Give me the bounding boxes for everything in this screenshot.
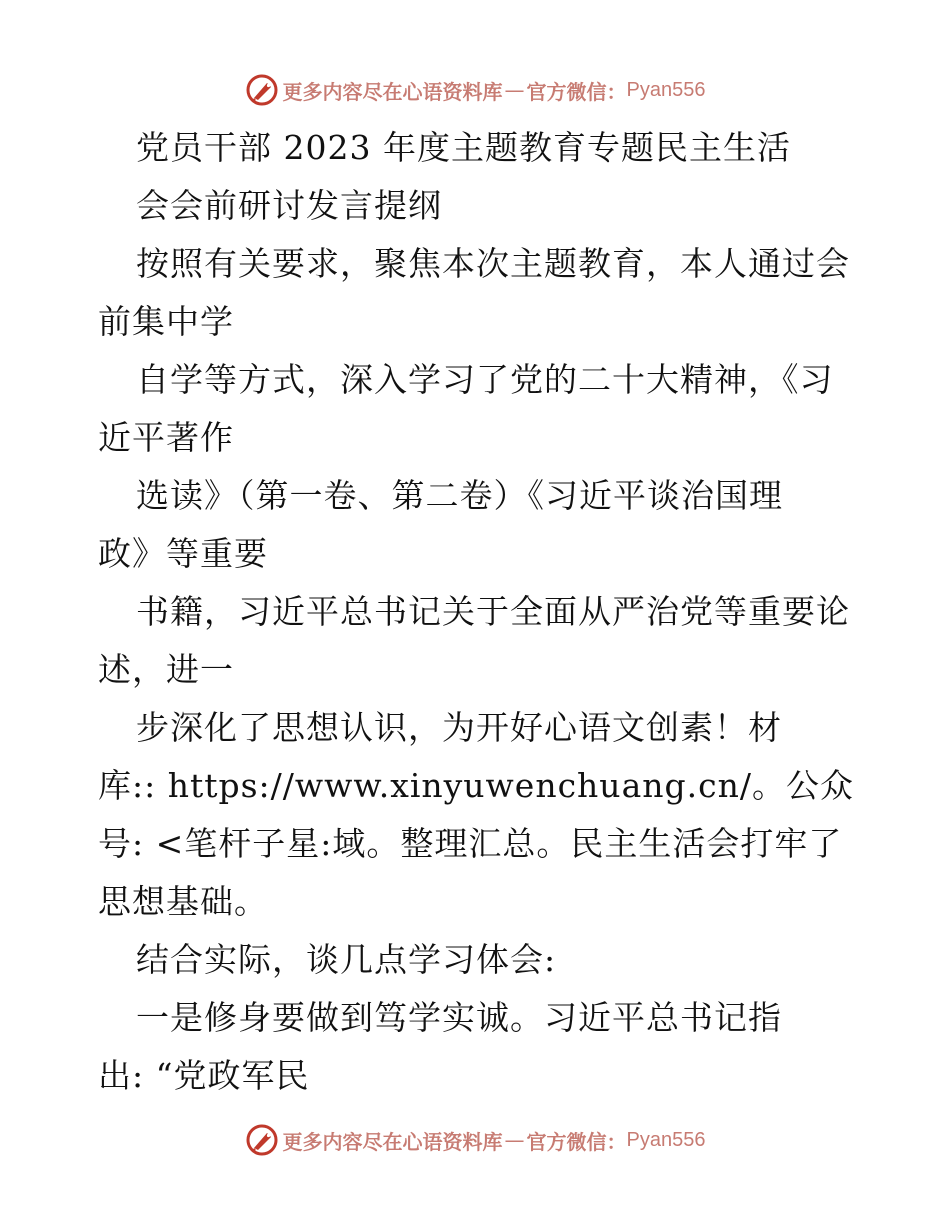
document-title-line-1: 党员干部 2023 年度主题教育专题民主生活 <box>136 128 791 167</box>
paragraph-line: 一是修身要做到笃学实诚。习近平总书记指 <box>136 998 782 1037</box>
pen-nib-logo-icon <box>245 1123 279 1157</box>
document-title-line-2: 会会前研讨发言提纲 <box>136 186 442 225</box>
banner-separator: — <box>504 78 525 102</box>
banner-separator: — <box>504 1128 525 1152</box>
paragraph-line: 思想基础。 <box>98 882 268 921</box>
banner-wechat-id: Pyan556 <box>626 78 706 101</box>
paragraph-line: 自学等方式，深入学习了党的二十大精神，《习 <box>136 360 834 399</box>
paragraph-line: 选读》（第一卷、第二卷）《习近平谈治国理 <box>136 476 783 515</box>
paragraph-line: 前集中学 <box>98 302 234 341</box>
pen-nib-logo-icon <box>245 73 279 107</box>
header-watermark-banner <box>0 70 950 110</box>
paragraph-line: 述，进一 <box>98 650 234 689</box>
paragraph-line: 出: “党政军民 <box>98 1056 310 1095</box>
banner-wechat-label: 官方微信： <box>526 1129 627 1154</box>
paragraph-line: 书籍，习近平总书记关于全面从严治党等重要论 <box>136 592 850 631</box>
paragraph-line: 近平著作 <box>98 418 234 457</box>
footer-watermark-banner <box>0 1120 950 1160</box>
paragraph-line: 库:: https://www.xinyuwenchuang.cn/。公众 <box>98 766 854 805</box>
banner-wechat-label: 官方微信： <box>526 79 627 104</box>
banner-brand-text: 更多内容尽在心语资料库 <box>282 1129 503 1154</box>
paragraph-line: 号: <笔杆子星:域。整理汇总。民主生活会打牢了 <box>98 824 843 863</box>
banner-wechat-id: Pyan556 <box>626 1128 706 1151</box>
paragraph-line: 按照有关要求，聚焦本次主题教育，本人通过会 <box>136 244 850 283</box>
banner-brand-text: 更多内容尽在心语资料库 <box>282 79 503 104</box>
paragraph-line: 步深化了思想认识，为开好心语文创素！材 <box>136 708 782 747</box>
paragraph-line: 结合实际，谈几点学习体会: <box>136 940 557 979</box>
paragraph-line: 政》等重要 <box>98 534 268 573</box>
